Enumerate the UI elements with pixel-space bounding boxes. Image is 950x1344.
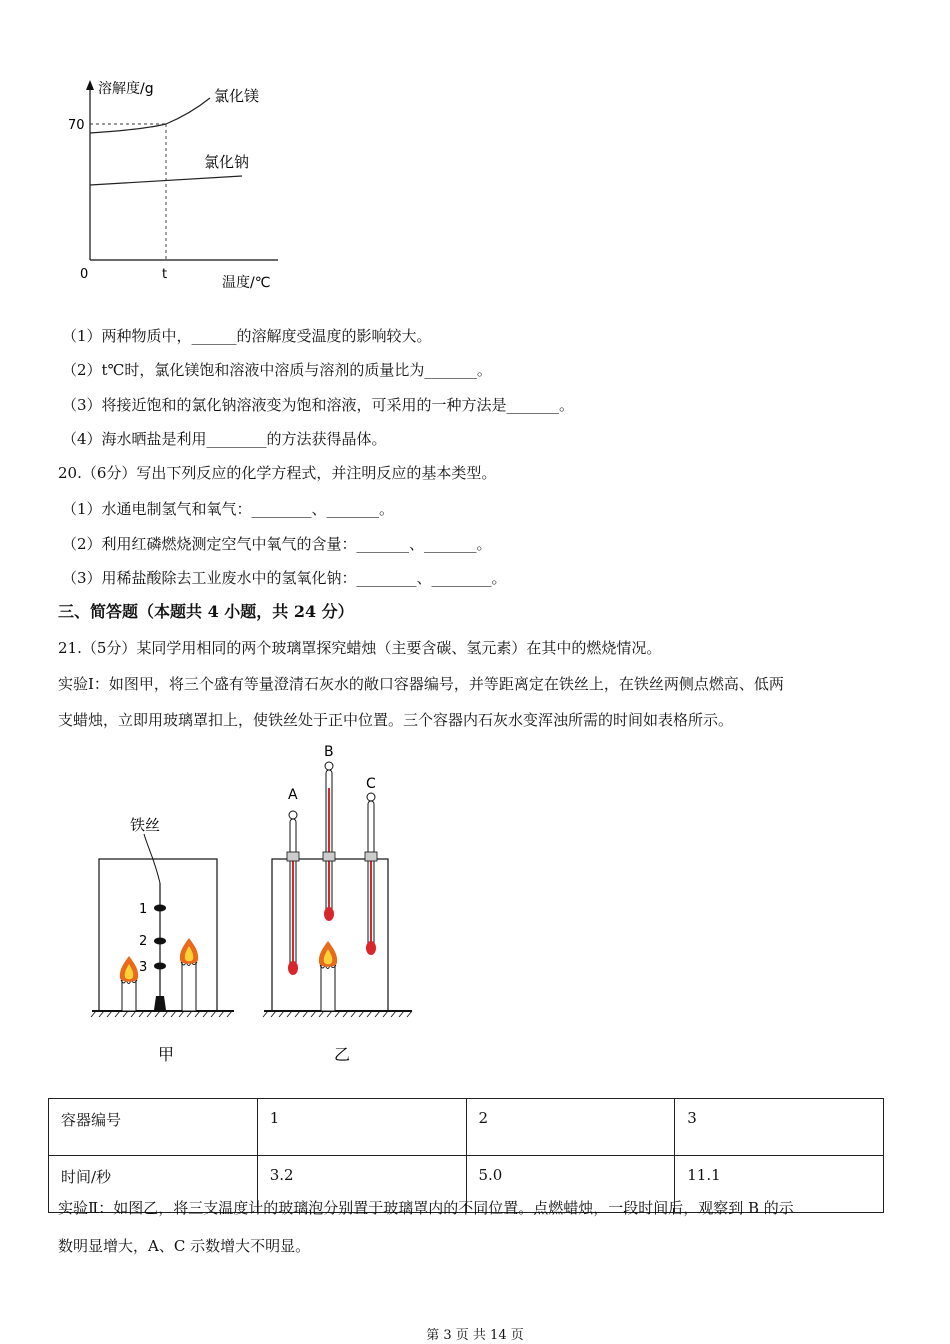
caption-right: 乙 [334, 1045, 351, 1064]
x-axis-label: 温度/℃ [222, 275, 271, 291]
origin-label: 0 [80, 267, 89, 282]
table-header-cell: 2 [466, 1099, 675, 1156]
q19-part1: （1）两种物质中，______的溶解度受温度的影响较大。 [62, 327, 432, 345]
thermo-label-b: B [324, 744, 334, 760]
q21-title: 21.（5分）某同学用相同的两个玻璃罩探究蜡烛（主要含碳、氢元素）在其中的燃烧情况。 [58, 639, 662, 657]
container-num-3: 3 [139, 960, 148, 975]
table-cell: 11.1 [675, 1156, 884, 1213]
q20-part3: （3）用稀盐酸除去工业废水中的氢氧化钠：________、________。 [62, 569, 507, 587]
x-tick-t: t [162, 267, 168, 282]
thermometer-b [323, 744, 335, 921]
section-heading: 三、简答题（本题共 4 小题，共 24 分） [58, 602, 354, 621]
label-sodium-chloride: 氯化钠 [204, 153, 250, 171]
label-magnesium-chloride: 氯化镁 [214, 87, 260, 105]
apparatus-left [91, 816, 234, 1064]
q21-exp2-line2: 数明显增大，A、C 示数增大不明显。 [58, 1237, 311, 1255]
q20-part2: （2）利用红磷燃烧测定空气中氧气的含量：_______、_______。 [62, 535, 492, 553]
container-3 [154, 963, 166, 970]
q19-part3: （3）将接近饱和的氯化钠溶液变为饱和溶液，可采用的一种方法是_______。 [62, 396, 575, 414]
q20-title: 20.（6分）写出下列反应的化学方程式，并注明反应的基本类型。 [58, 464, 497, 482]
page-footer: 第 3 页 共 14 页 [426, 1328, 524, 1343]
tall-candle [182, 960, 196, 1011]
container-num-2: 2 [139, 934, 148, 949]
glass-cover-left [99, 859, 217, 1011]
wire-stand [154, 996, 166, 1010]
y-tick-70: 70 [68, 118, 85, 133]
y-axis-arrow [86, 80, 94, 90]
q21-exp1-line2: 支蜡烛，立即用玻璃罩扣上，使铁丝处于正中位置。三个容器内石灰水变浑浊所需的时间如表格所示。 [58, 711, 734, 729]
container-num-1: 1 [139, 902, 148, 917]
time-table [48, 1098, 884, 1213]
thermo-label-a: A [288, 787, 298, 803]
thermo-label-c: C [366, 776, 376, 792]
y-axis-label: 溶解度/g [98, 81, 154, 97]
table-cell: 5.0 [466, 1156, 675, 1213]
q20-part1: （1）水通电制氢气和氧气：________、_______。 [62, 500, 395, 518]
caption-left: 甲 [158, 1045, 175, 1064]
apparatus-right [263, 744, 412, 1064]
wire-label: 铁丝 [130, 816, 161, 834]
table-cell: 时间/秒 [49, 1156, 258, 1213]
experiment-figure [88, 738, 418, 1068]
table-header-cell: 1 [257, 1099, 466, 1156]
q21-exp2-line1: 实验Ⅱ：如图乙，将三支温度计的玻璃泡分别置于玻璃罩内的不同位置。点燃蜡烛，一段时间后，观察到 B 的示 [58, 1199, 794, 1217]
container-2 [154, 938, 166, 945]
container-1 [154, 905, 166, 912]
candle-right-flame [319, 941, 337, 967]
solubility-graph [60, 78, 300, 298]
thermometer-a [287, 787, 299, 975]
q19-part4: （4）海水晒盐是利用________的方法获得晶体。 [62, 430, 387, 448]
tall-candle-flame [180, 938, 198, 964]
table-header-cell: 3 [675, 1099, 884, 1156]
table-header-cell: 容器编号 [49, 1099, 258, 1156]
curve-magnesium-chloride [90, 98, 210, 133]
low-candle-flame [120, 956, 138, 982]
q21-exp1-line1: 实验Ⅰ：如图甲，将三个盛有等量澄清石灰水的敞口容器编号，并等距离定在铁丝上，在铁丝两侧点燃高、低两 [58, 675, 784, 693]
curve-sodium-chloride [90, 176, 242, 185]
candle-right [321, 963, 335, 1011]
thermometer-c [365, 776, 377, 955]
table-cell: 3.2 [257, 1156, 466, 1213]
table-row [49, 1099, 884, 1156]
q19-part2: （2）t℃时，氯化镁饱和溶液中溶质与溶剂的质量比为_______。 [62, 361, 492, 379]
